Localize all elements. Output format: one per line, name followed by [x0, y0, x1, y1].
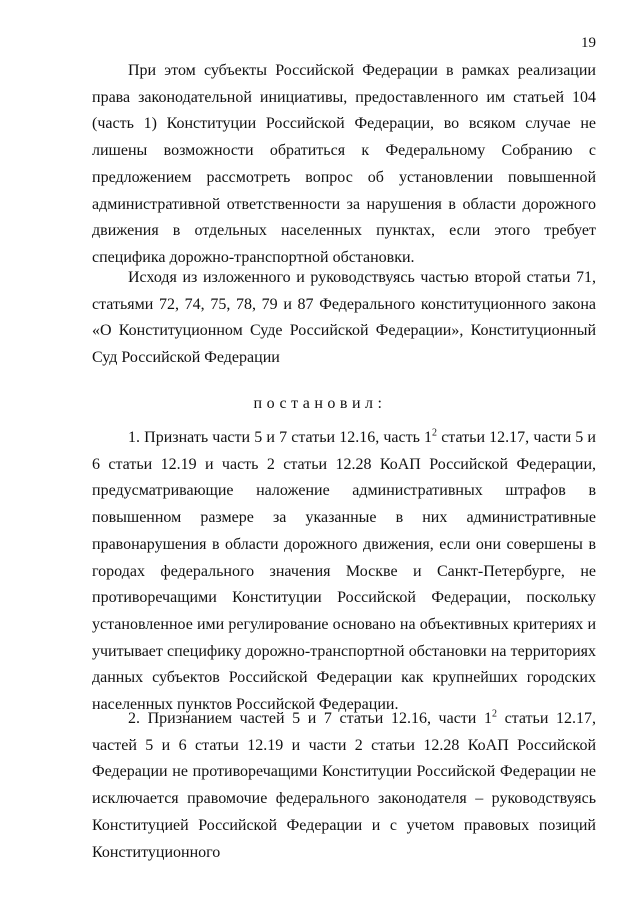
page-number: 19 — [581, 35, 596, 51]
paragraph-grounds — [92, 265, 596, 372]
resolution-heading: постановил: — [253, 395, 387, 412]
item-text-start: 1. Признать части 5 и 7 статьи 12.16, часть 1 — [128, 429, 433, 446]
item-text-rest: статьи 12.17, частей 5 и 6 статьи 12.19 и части 2 статьи 12.28 КоАП Российской Федерации не противоречащими Конституции Российской Федерации не исключается правомочие федерального законодателя – руководствуясь Конституцией Российской Федерации и с учетом правовых позиций Конституционного — [92, 710, 596, 861]
superscript: 2 — [491, 708, 497, 720]
item-text-rest: статьи 12.17, части 5 и 6 статьи 12.19 и часть 2 статьи 12.28 КоАП Российской Федерации, предусматривающие наложение административных штрафов в повышенном размере за указанные в них административные правонарушения в области дорожного движения, если они совершены в городах федерального значения Москве и Санкт-Петербурге, не противоречащими Конституции Российской Федерации, поскольку установленное ими регулирование основано на объективных критериях и учитывает специфику дорожно-транспортной обстановки на территориях данных субъектов Российской Федерации как крупнейших городских населенных пунктов Российской Федерации. — [92, 429, 596, 714]
resolution-item-text — [92, 425, 596, 719]
paragraph-text: Исходя из изложенного и руководствуясь частью второй статьи 71, статьями 72, 74, 75, 78, 79 и 87 Федерального конституционного закона «О Конституционном Суде Российской Федерации», Конституционный Суд Российской Федерации — [92, 269, 596, 367]
resolution-item-1 — [92, 425, 596, 719]
resolution-item-text — [92, 706, 596, 866]
paragraph-legislative-initiative — [92, 58, 596, 272]
item-text-start: 2. Признанием частей 5 и 7 статьи 12.16, части 1 — [128, 710, 492, 727]
resolution-item-2 — [92, 706, 596, 866]
superscript: 2 — [432, 427, 438, 439]
paragraph-text: При этом субъекты Российской Федерации в рамках реализации права законодательной инициативы, предоставленного им статьей 104 (часть 1) Конституции Российской Федерации, во всяком случае не лишены возможности обратиться к Федеральному Собранию с предложением рассмотреть вопрос об установлении повышенной административной ответственности за нарушения в области дорожного движения в отдельных населенных пунктах, если этого требует специфика дорожно-транспортной обстановки. — [92, 62, 596, 266]
